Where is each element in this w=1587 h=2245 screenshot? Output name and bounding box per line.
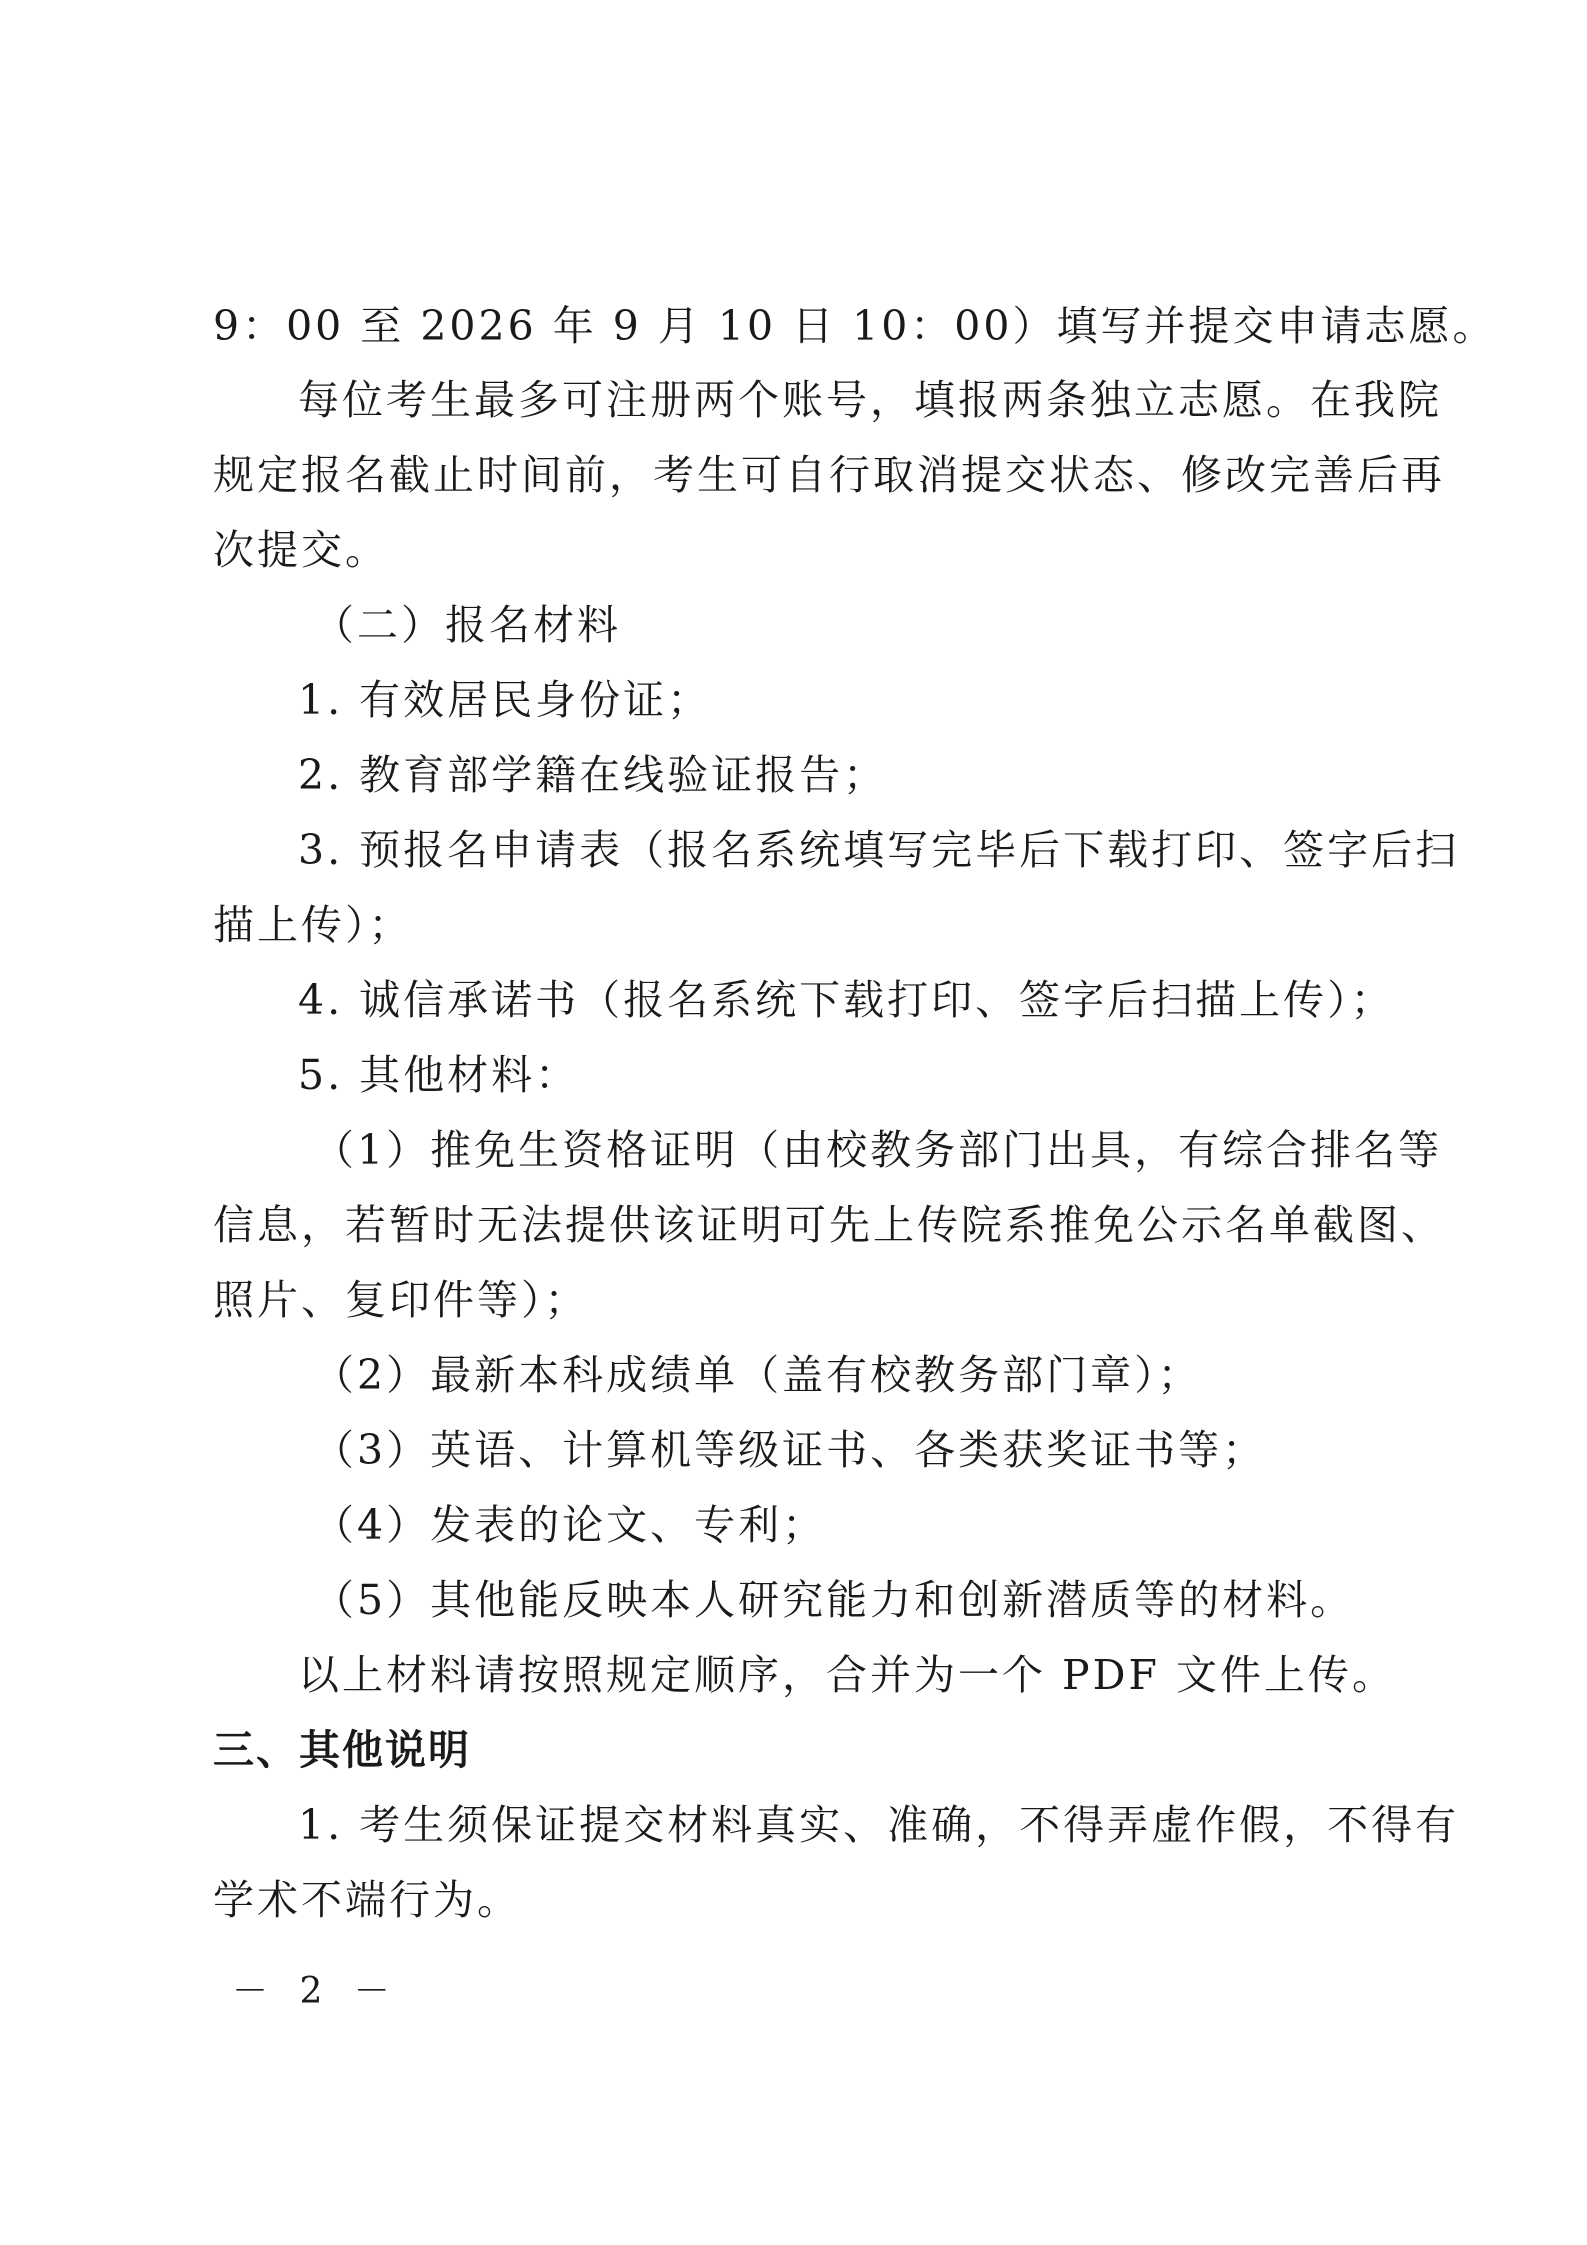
list-item-continuation: 描上传）； bbox=[213, 901, 413, 949]
list-item: 2. 教育部学籍在线验证报告； bbox=[298, 751, 888, 799]
body-text-line: 次提交。 bbox=[213, 526, 389, 574]
section-subheading: （二）报名材料 bbox=[313, 601, 621, 649]
body-text-line: 每位考生最多可注册两个账号，填报两条独立志愿。在我院 bbox=[298, 376, 1442, 424]
sub-list-item: （4）发表的论文、专利； bbox=[313, 1501, 827, 1549]
list-item: 3. 预报名申请表（报名系统填写完毕后下载打印、签字后扫 bbox=[298, 826, 1460, 874]
list-item: 4. 诚信承诺书（报名系统下载打印、签字后扫描上传）； bbox=[298, 976, 1395, 1024]
section-heading: 三、其他说明 bbox=[213, 1726, 471, 1774]
list-item: 1. 有效居民身份证； bbox=[298, 676, 712, 724]
sub-list-item-continuation: 信息，若暂时无法提供该证明可先上传院系推免公示名单截图、 bbox=[213, 1201, 1445, 1249]
sub-list-item: （2）最新本科成绩单（盖有校教务部门章）； bbox=[313, 1351, 1202, 1399]
list-item: 5. 其他材料： bbox=[298, 1051, 580, 1099]
body-text-line: 以上材料请按照规定顺序，合并为一个 PDF 文件上传。 bbox=[298, 1651, 1396, 1699]
sub-list-item: （3）英语、计算机等级证书、各类获奖证书等； bbox=[313, 1426, 1267, 1474]
list-item: 1. 考生须保证提交材料真实、准确，不得弄虚作假，不得有 bbox=[298, 1801, 1460, 1849]
list-item-continuation: 学术不端行为。 bbox=[213, 1876, 521, 1924]
sub-list-item: （1）推免生资格证明（由校教务部门出具，有综合排名等 bbox=[313, 1126, 1443, 1174]
sub-list-item-continuation: 照片、复印件等）； bbox=[213, 1276, 589, 1324]
sub-list-item: （5）其他能反映本人研究能力和创新潜质等的材料。 bbox=[313, 1576, 1355, 1624]
body-text-line: 9：00 至 2026 年 9 月 10 日 10：00）填写并提交申请志愿。 bbox=[213, 302, 1497, 350]
page-number: － 2 － bbox=[232, 1971, 400, 2012]
body-text-line: 规定报名截止时间前，考生可自行取消提交状态、修改完善后再 bbox=[213, 451, 1445, 499]
